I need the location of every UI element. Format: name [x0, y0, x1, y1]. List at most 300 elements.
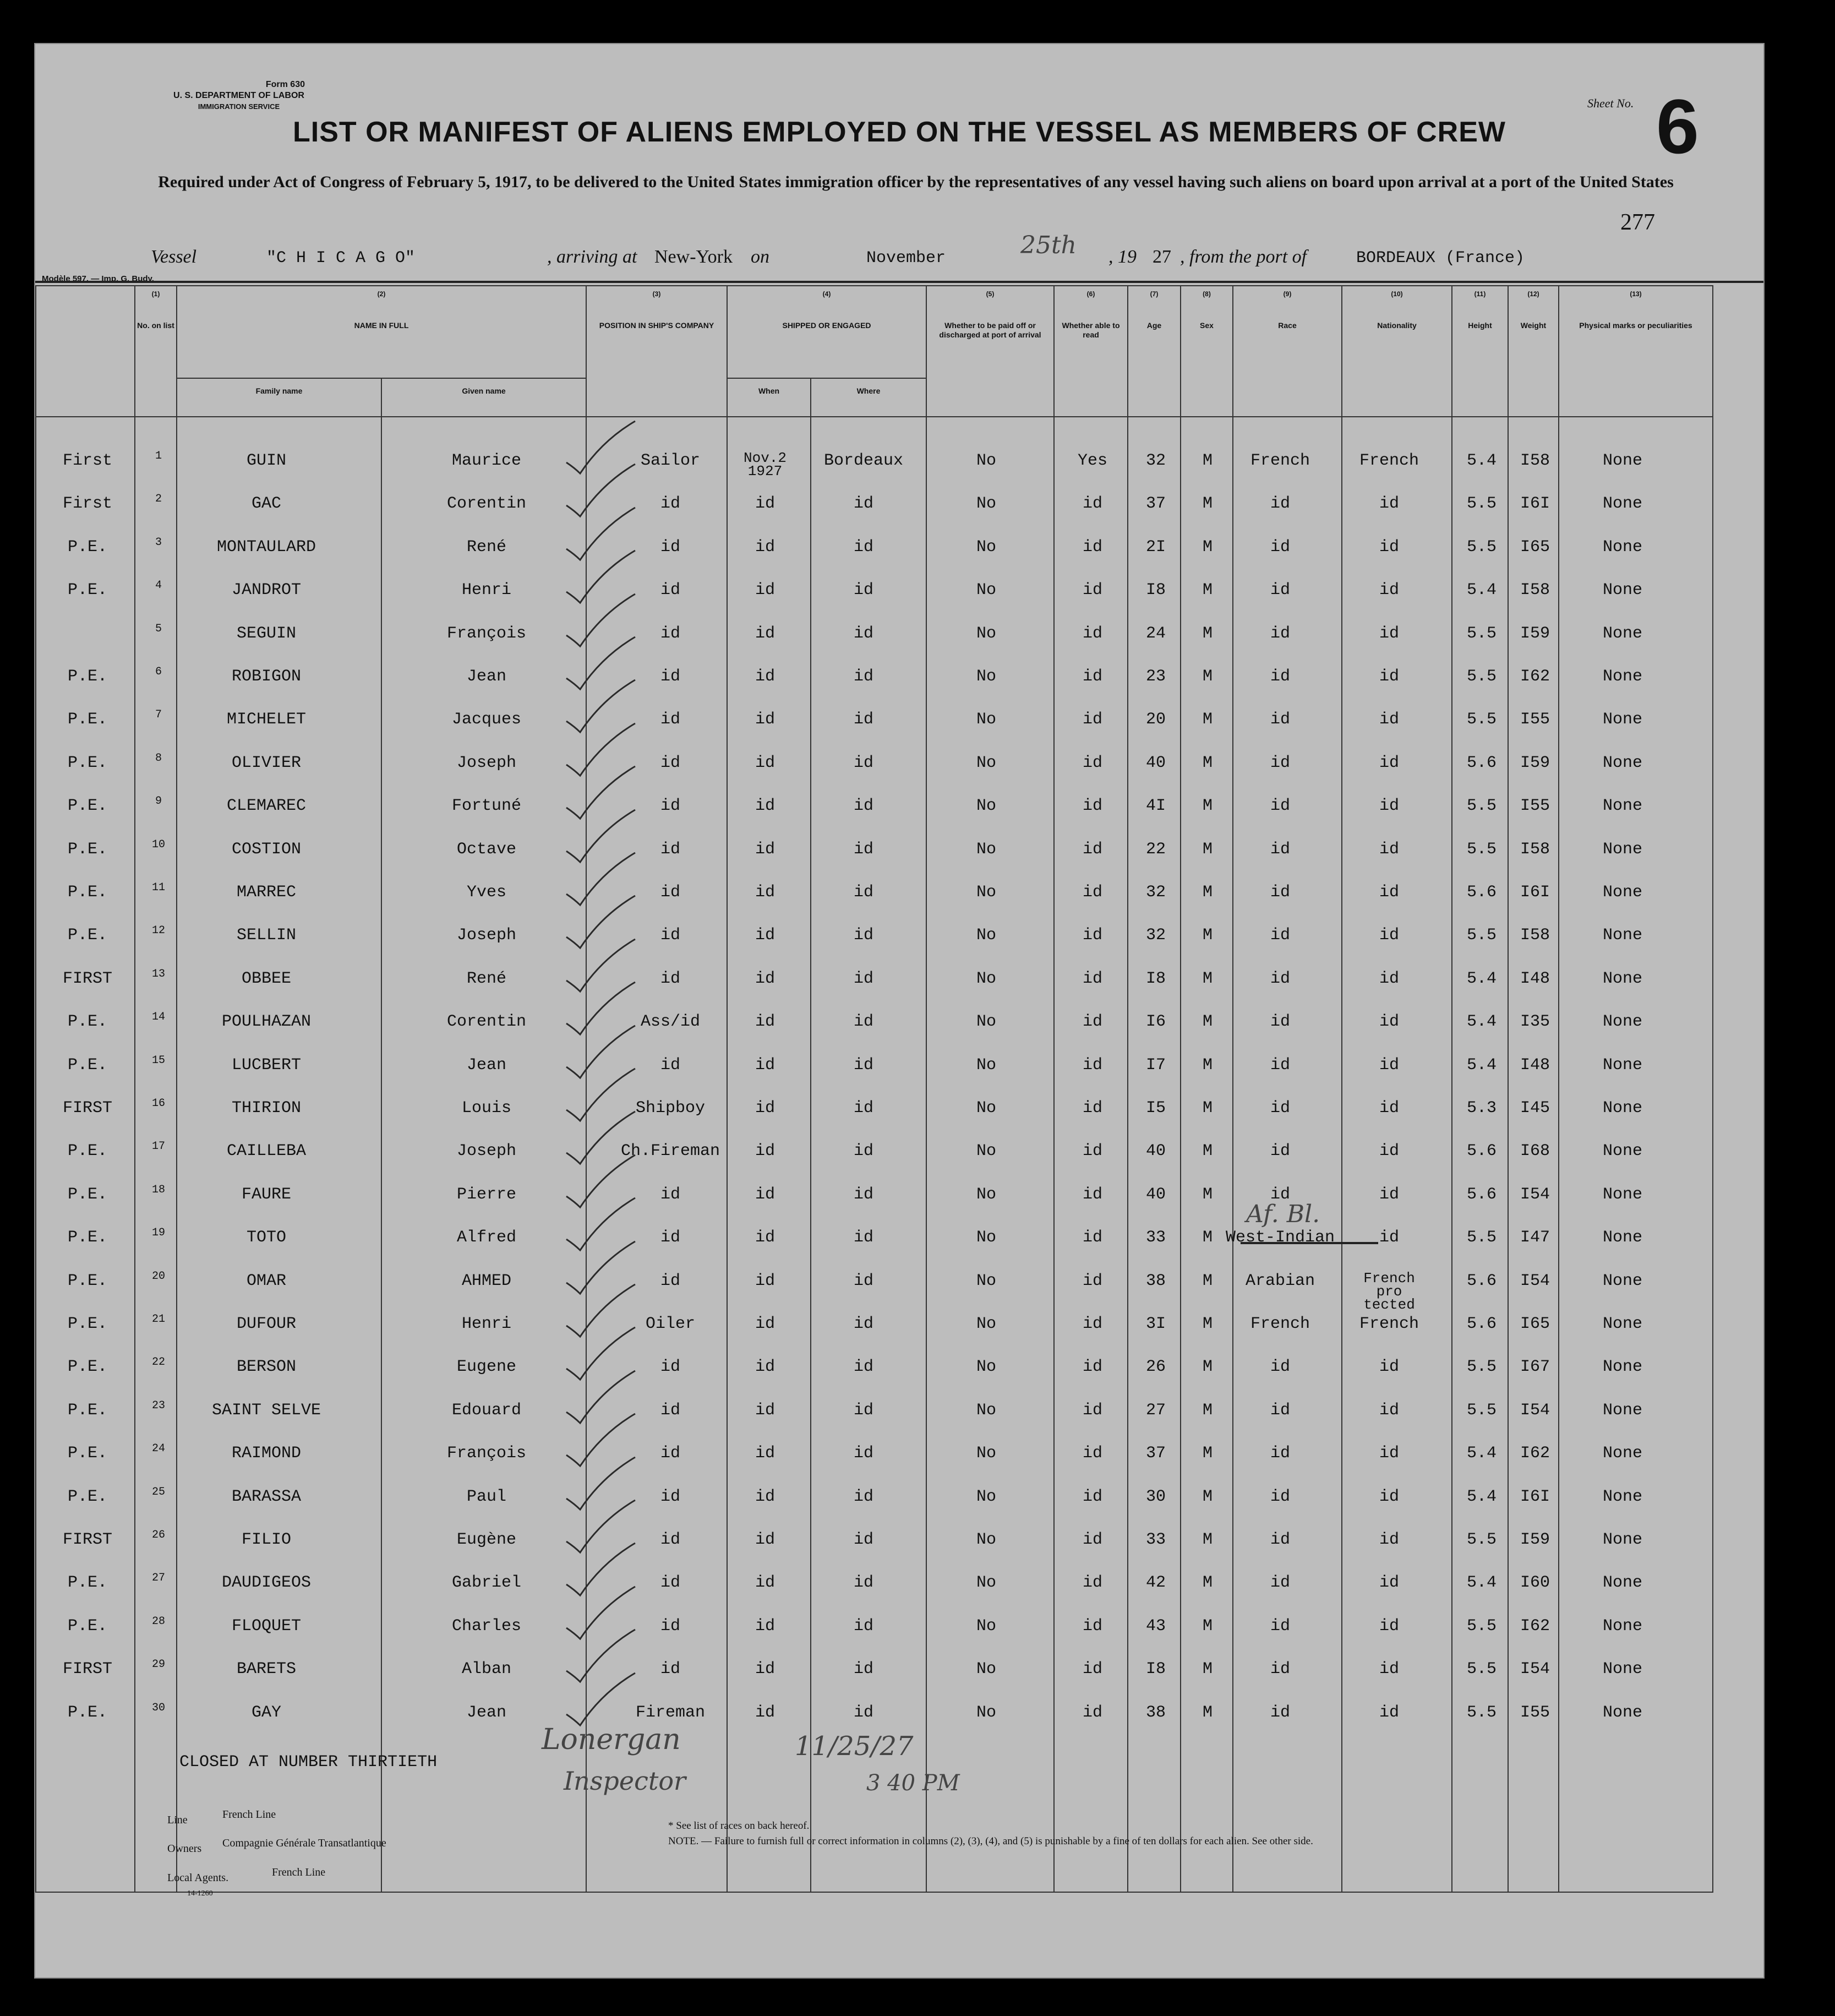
- weight: I54: [1520, 1401, 1550, 1420]
- physical-marks: None: [1603, 754, 1643, 772]
- nationality: id: [1379, 1228, 1400, 1247]
- row-number: 30: [152, 1702, 166, 1714]
- able-to-read: Yes: [1078, 451, 1108, 470]
- row-mark: P.E.: [68, 1228, 108, 1247]
- shipped-where: id: [854, 840, 874, 859]
- race: id: [1270, 624, 1291, 643]
- able-to-read: id: [1083, 538, 1103, 557]
- shipped-where: id: [854, 1530, 874, 1549]
- position: id: [660, 1488, 681, 1506]
- physical-marks: None: [1603, 1660, 1643, 1679]
- position: id: [660, 1530, 681, 1549]
- row-number: 7: [155, 709, 162, 721]
- race: French: [1250, 451, 1310, 470]
- nationality: French: [1359, 1315, 1419, 1333]
- shipped-where: id: [854, 926, 874, 945]
- able-to-read: id: [1083, 1401, 1103, 1420]
- sheet-number: 6: [1656, 83, 1699, 170]
- agents-label: Local Agents.: [167, 1872, 229, 1884]
- race: id: [1270, 1488, 1291, 1506]
- year-prefix: , 19: [1108, 247, 1137, 267]
- footnote-fine: NOTE. — Failure to furnish full or correct information in columns (2), (3), (4), and (5) is punishable by a fine of ten dollars for each alien. See other side.: [668, 1835, 1313, 1847]
- weight: I59: [1520, 1530, 1550, 1549]
- able-to-read: id: [1083, 1617, 1103, 1636]
- service-name: IMMIGRATION SERVICE: [198, 102, 280, 111]
- race: id: [1270, 969, 1291, 988]
- row-number: 5: [155, 623, 162, 635]
- age: 32: [1146, 883, 1166, 902]
- height: 5.5: [1467, 797, 1497, 815]
- inspection-date: 11/25/27: [795, 1731, 914, 1762]
- age: 40: [1146, 1185, 1166, 1204]
- physical-marks: None: [1603, 451, 1643, 470]
- race: id: [1270, 1703, 1291, 1722]
- position: id: [660, 494, 681, 513]
- physical-marks: None: [1603, 710, 1643, 729]
- row-mark: P.E.: [68, 1401, 108, 1420]
- shipped-when: id: [755, 667, 775, 686]
- age: 42: [1146, 1573, 1166, 1592]
- given-name: Jean: [467, 667, 507, 686]
- agents-value: French Line: [272, 1866, 326, 1878]
- row-number: 1: [155, 450, 162, 462]
- able-to-read: id: [1083, 1185, 1103, 1204]
- paid-off: No: [976, 1358, 997, 1376]
- owners-value: Compagnie Générale Transatlantique: [222, 1837, 386, 1849]
- row-mark: P.E.: [68, 797, 108, 815]
- height: 5.4: [1467, 1488, 1497, 1506]
- height: 5.6: [1467, 754, 1497, 772]
- shipped-where: id: [854, 494, 874, 513]
- shipped-when: id: [755, 1358, 775, 1376]
- shipped-when: id: [755, 754, 775, 772]
- shipped-where: id: [854, 969, 874, 988]
- shipped-when: id: [755, 1401, 775, 1420]
- given-name: Charles: [452, 1617, 522, 1636]
- row-mark: P.E.: [68, 581, 108, 600]
- position: id: [660, 1056, 681, 1075]
- given-name: Eugène: [457, 1530, 517, 1549]
- row-number: 16: [152, 1097, 166, 1110]
- race: id: [1270, 1056, 1291, 1075]
- able-to-read: id: [1083, 624, 1103, 643]
- age: I8: [1146, 969, 1166, 988]
- age: I8: [1146, 1660, 1166, 1679]
- row-number: 23: [152, 1399, 166, 1412]
- age: 30: [1146, 1488, 1166, 1506]
- race: id: [1270, 1099, 1291, 1118]
- nationality: id: [1379, 969, 1400, 988]
- header-col-height: (11) Height: [1452, 286, 1508, 417]
- height: 5.3: [1467, 1099, 1497, 1118]
- family-name: FILIO: [242, 1530, 292, 1549]
- row-mark: FIRST: [63, 1530, 113, 1549]
- sex: M: [1203, 797, 1213, 815]
- shipped-where: id: [854, 1617, 874, 1636]
- shipped-where: id: [854, 1488, 874, 1506]
- shipped-where: id: [854, 1703, 874, 1722]
- header-col-sex: (8) Sex: [1181, 286, 1233, 417]
- row-number: 20: [152, 1270, 166, 1283]
- nationality: id: [1379, 1617, 1400, 1636]
- physical-marks: None: [1603, 1228, 1643, 1247]
- row-number: 26: [152, 1529, 166, 1541]
- nationality: id: [1379, 1056, 1400, 1075]
- height: 5.6: [1467, 883, 1497, 902]
- row-number: 4: [155, 579, 162, 592]
- physical-marks: None: [1603, 1617, 1643, 1636]
- sex: M: [1203, 1142, 1213, 1160]
- able-to-read: id: [1083, 1012, 1103, 1031]
- weight: I58: [1520, 926, 1550, 945]
- sex: M: [1203, 754, 1213, 772]
- physical-marks: None: [1603, 1488, 1643, 1506]
- shipped-where: id: [854, 667, 874, 686]
- shipped-where: id: [854, 1142, 874, 1160]
- able-to-read: id: [1083, 1142, 1103, 1160]
- family-name: DUFOUR: [237, 1315, 297, 1333]
- shipped-when: id: [755, 926, 775, 945]
- age: 4I: [1146, 797, 1166, 815]
- given-name: Octave: [457, 840, 517, 859]
- weight: I45: [1520, 1099, 1550, 1118]
- height: 5.4: [1467, 1444, 1497, 1463]
- shipped-where: id: [854, 1444, 874, 1463]
- position: id: [660, 1358, 681, 1376]
- able-to-read: id: [1083, 1099, 1103, 1118]
- shipped-when: id: [755, 1185, 775, 1204]
- shipped-where: Bordeaux: [824, 451, 904, 470]
- shipped-where: id: [854, 1660, 874, 1679]
- height: 5.5: [1467, 1530, 1497, 1549]
- race: id: [1270, 1530, 1291, 1549]
- header-col-marks: (13) Physical marks or peculiarities: [1559, 286, 1713, 417]
- physical-marks: None: [1603, 1099, 1643, 1118]
- shipped-when: id: [755, 1573, 775, 1592]
- row-number: 27: [152, 1572, 166, 1584]
- paid-off: No: [976, 1272, 997, 1290]
- sex: M: [1203, 883, 1213, 902]
- physical-marks: None: [1603, 1272, 1643, 1290]
- race: id: [1270, 1401, 1291, 1420]
- shipped-where: id: [854, 883, 874, 902]
- height: 5.5: [1467, 1228, 1497, 1247]
- weight: I47: [1520, 1228, 1550, 1247]
- check-mark-icon: [564, 1670, 641, 1731]
- race: id: [1270, 538, 1291, 557]
- paid-off: No: [976, 1099, 997, 1118]
- paid-off: No: [976, 926, 997, 945]
- height: 5.5: [1467, 710, 1497, 729]
- shipped-when: id: [755, 840, 775, 859]
- weight: I58: [1520, 840, 1550, 859]
- weight: I6I: [1520, 494, 1550, 513]
- header-corner: [36, 286, 135, 417]
- shipped-where: id: [854, 624, 874, 643]
- family-name: BARASSA: [232, 1488, 302, 1506]
- vessel-label: Vessel: [151, 247, 197, 267]
- sex: M: [1203, 1660, 1213, 1679]
- paid-off: No: [976, 883, 997, 902]
- shipped-where: id: [854, 754, 874, 772]
- height: 5.5: [1467, 840, 1497, 859]
- header-col-shipped: (4) SHIPPED OR ENGAGED: [727, 286, 926, 378]
- race: West-Indian: [1226, 1228, 1335, 1247]
- physical-marks: None: [1603, 667, 1643, 686]
- row-number: 13: [152, 968, 166, 980]
- nationality: id: [1379, 840, 1400, 859]
- row-mark: P.E.: [68, 1358, 108, 1376]
- inspector-signature: Lonergan: [542, 1723, 681, 1756]
- age: 38: [1146, 1703, 1166, 1722]
- header-col-read: (6) Whether able to read: [1054, 286, 1128, 417]
- nationality: id: [1379, 1012, 1400, 1031]
- given-name: Pierre: [457, 1185, 517, 1204]
- family-name: ROBIGON: [232, 667, 302, 686]
- race: id: [1270, 1185, 1291, 1204]
- race: id: [1270, 581, 1291, 600]
- given-name: Jean: [467, 1056, 507, 1075]
- row-number: 12: [152, 924, 166, 937]
- nationality: id: [1379, 624, 1400, 643]
- age: 32: [1146, 926, 1166, 945]
- shipped-when: id: [755, 1488, 775, 1506]
- given-name: Jean: [467, 1703, 507, 1722]
- row-number: 3: [155, 536, 162, 549]
- weight: I65: [1520, 538, 1550, 557]
- physical-marks: None: [1603, 581, 1643, 600]
- given-name: Alban: [462, 1660, 512, 1679]
- paid-off: No: [976, 797, 997, 815]
- able-to-read: id: [1083, 1056, 1103, 1075]
- paid-off: No: [976, 1142, 997, 1160]
- shipped-where: id: [854, 1185, 874, 1204]
- family-name: GAC: [252, 494, 282, 513]
- family-name: OMAR: [247, 1272, 287, 1290]
- row-mark: P.E.: [68, 1573, 108, 1592]
- row-mark: P.E.: [68, 754, 108, 772]
- inspector-title: Inspector: [564, 1766, 686, 1796]
- physical-marks: None: [1603, 1142, 1643, 1160]
- row-number: 18: [152, 1184, 166, 1196]
- physical-marks: None: [1603, 1358, 1643, 1376]
- race: id: [1270, 1142, 1291, 1160]
- row-mark: FIRST: [63, 969, 113, 988]
- closing-text: CLOSED AT NUMBER THIRTIETH: [179, 1753, 438, 1772]
- race: id: [1270, 840, 1291, 859]
- weight: I67: [1520, 1358, 1550, 1376]
- from-label: , from the port of: [1180, 247, 1307, 267]
- age: 43: [1146, 1617, 1166, 1636]
- able-to-read: id: [1083, 1530, 1103, 1549]
- shipped-when: id: [755, 1056, 775, 1075]
- height: 5.4: [1467, 1056, 1497, 1075]
- physical-marks: None: [1603, 1315, 1643, 1333]
- row-mark: P.E.: [68, 1444, 108, 1463]
- nationality: id: [1379, 581, 1400, 600]
- race: id: [1270, 667, 1291, 686]
- given-name: François: [447, 1444, 527, 1463]
- shipped-when: id: [755, 969, 775, 988]
- race: id: [1270, 1444, 1291, 1463]
- race: id: [1270, 926, 1291, 945]
- height: 5.6: [1467, 1185, 1497, 1204]
- age: 27: [1146, 1401, 1166, 1420]
- arrival-port: New-York: [654, 247, 733, 267]
- weight: I59: [1520, 624, 1550, 643]
- shipped-when: id: [755, 1099, 775, 1118]
- shipped-when: id: [755, 1530, 775, 1549]
- row-number: 2: [155, 493, 162, 505]
- shipped-when: id: [755, 581, 775, 600]
- given-name: Alfred: [457, 1228, 517, 1247]
- paid-off: No: [976, 451, 997, 470]
- given-name: Henri: [462, 1315, 512, 1333]
- position: Fireman: [636, 1703, 706, 1722]
- height: 5.4: [1467, 581, 1497, 600]
- sex: M: [1203, 1444, 1213, 1463]
- form-number: Form 630: [265, 80, 305, 89]
- shipped-when: id: [755, 1012, 775, 1031]
- age: I7: [1146, 1056, 1166, 1075]
- weight: I62: [1520, 1617, 1550, 1636]
- weight: I54: [1520, 1185, 1550, 1204]
- sex: M: [1203, 969, 1213, 988]
- nationality: id: [1379, 754, 1400, 772]
- paid-off: No: [976, 1617, 997, 1636]
- paid-off: No: [976, 1660, 997, 1679]
- shipped-when: id: [755, 1703, 775, 1722]
- vessel-name: "C H I C A G O": [266, 249, 416, 268]
- height: 5.4: [1467, 1573, 1497, 1592]
- shipped-where: id: [854, 1358, 874, 1376]
- shipped-when: id: [755, 1444, 775, 1463]
- nationality: id: [1379, 1185, 1400, 1204]
- shipped-when: id: [755, 1617, 775, 1636]
- position: Ch.Fireman: [621, 1142, 720, 1160]
- nationality: id: [1379, 710, 1400, 729]
- shipped-where: id: [854, 581, 874, 600]
- line-label: Line: [167, 1814, 188, 1826]
- paid-off: No: [976, 969, 997, 988]
- shipped-where: id: [854, 1315, 874, 1333]
- given-name: Maurice: [452, 451, 522, 470]
- family-name: DAUDIGEOS: [222, 1573, 312, 1592]
- nationality: id: [1379, 494, 1400, 513]
- given-name: Joseph: [457, 754, 517, 772]
- nationality: id: [1379, 1573, 1400, 1592]
- weight: I6I: [1520, 883, 1550, 902]
- physical-marks: None: [1603, 926, 1643, 945]
- position: id: [660, 1272, 681, 1290]
- row-mark: P.E.: [68, 926, 108, 945]
- given-name: AHMED: [462, 1272, 512, 1290]
- able-to-read: id: [1083, 840, 1103, 859]
- given-name: Henri: [462, 581, 512, 600]
- row-number: 29: [152, 1658, 166, 1671]
- form-header: [156, 79, 321, 112]
- weight: I62: [1520, 1444, 1550, 1463]
- family-name: MONTAULARD: [217, 538, 316, 557]
- able-to-read: id: [1083, 1660, 1103, 1679]
- given-name: Joseph: [457, 926, 517, 945]
- height: 5.5: [1467, 624, 1497, 643]
- age: 40: [1146, 754, 1166, 772]
- row-mark: P.E.: [68, 1056, 108, 1075]
- shipped-where: id: [854, 710, 874, 729]
- physical-marks: None: [1603, 969, 1643, 988]
- position: id: [660, 1444, 681, 1463]
- row-mark: P.E.: [68, 1488, 108, 1506]
- row-mark: First: [63, 451, 113, 470]
- shipped-when: id: [755, 797, 775, 815]
- family-name: GAY: [252, 1703, 282, 1722]
- position: Shipboy: [636, 1099, 706, 1118]
- family-name: SELLIN: [237, 926, 297, 945]
- departure-port: BORDEAUX (France): [1356, 249, 1525, 268]
- age: 23: [1146, 667, 1166, 686]
- nationality: id: [1379, 926, 1400, 945]
- given-name: Edouard: [452, 1401, 522, 1420]
- given-name: Corentin: [447, 494, 527, 513]
- row-mark: P.E.: [68, 1315, 108, 1333]
- physical-marks: None: [1603, 538, 1643, 557]
- printer-mark: Modèle 597. — Imp. G. Budy.: [42, 274, 154, 284]
- paid-off: No: [976, 754, 997, 772]
- paid-off: No: [976, 667, 997, 686]
- nationality: id: [1379, 1444, 1400, 1463]
- weight: I62: [1520, 667, 1550, 686]
- sex: M: [1203, 1358, 1213, 1376]
- weight: I35: [1520, 1012, 1550, 1031]
- paid-off: No: [976, 1185, 997, 1204]
- row-mark: P.E.: [68, 1703, 108, 1722]
- physical-marks: None: [1603, 1401, 1643, 1420]
- given-name: Yves: [467, 883, 507, 902]
- paid-off: No: [976, 1530, 997, 1549]
- row-number: 28: [152, 1615, 166, 1628]
- paid-off: No: [976, 1488, 997, 1506]
- able-to-read: id: [1083, 754, 1103, 772]
- row-number: 11: [152, 881, 166, 894]
- sex: M: [1203, 451, 1213, 470]
- nationality: id: [1379, 538, 1400, 557]
- able-to-read: id: [1083, 926, 1103, 945]
- weight: I58: [1520, 581, 1550, 600]
- row-mark: P.E.: [68, 840, 108, 859]
- able-to-read: id: [1083, 969, 1103, 988]
- sex: M: [1203, 538, 1213, 557]
- shipped-where: id: [854, 1228, 874, 1247]
- weight: I55: [1520, 710, 1550, 729]
- nationality: id: [1379, 1358, 1400, 1376]
- family-name: SAINT SELVE: [212, 1401, 321, 1420]
- arrival-month: November: [866, 249, 946, 268]
- height: 5.5: [1467, 1358, 1497, 1376]
- on-label: on: [751, 247, 769, 267]
- weight: I48: [1520, 1056, 1550, 1075]
- paid-off: No: [976, 1573, 997, 1592]
- weight: I6I: [1520, 1488, 1550, 1506]
- able-to-read: id: [1083, 710, 1103, 729]
- height: 5.5: [1467, 538, 1497, 557]
- weight: I58: [1520, 451, 1550, 470]
- header-col-position: (3) POSITION IN SHIP'S COMPANY: [586, 286, 727, 417]
- paid-off: No: [976, 1228, 997, 1247]
- able-to-read: id: [1083, 667, 1103, 686]
- shipped-when: id: [755, 1272, 775, 1290]
- able-to-read: id: [1083, 1488, 1103, 1506]
